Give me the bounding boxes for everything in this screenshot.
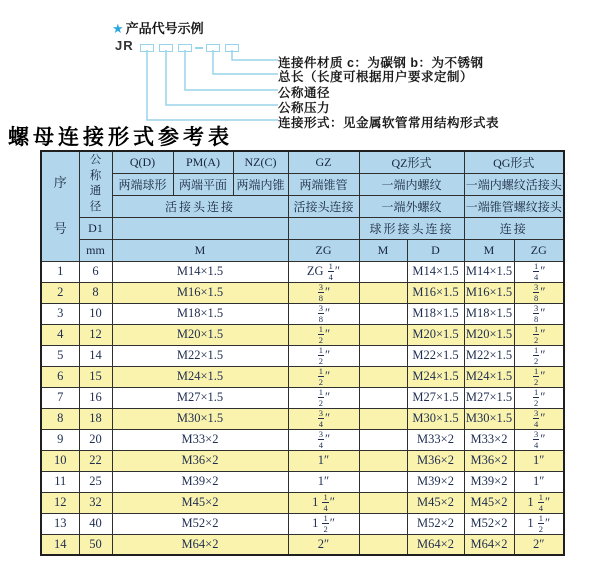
cell-mm: 25 xyxy=(79,471,112,492)
cell-zg: $\frac{3}{8}$ ″ xyxy=(288,282,359,303)
cell-qz_m xyxy=(359,261,407,282)
header-pm-sub: 两端平面 xyxy=(173,173,233,195)
cell-no: 8 xyxy=(41,408,79,429)
table-row xyxy=(41,303,564,324)
header-gz-form: GZ xyxy=(288,151,359,173)
cell-qg_m: M30×1.5 xyxy=(464,408,514,429)
cell-qg_m: M36×2 xyxy=(464,450,514,471)
cell-no: 12 xyxy=(41,492,79,513)
header-union-connection: 活接头连接 xyxy=(112,195,288,217)
cell-zg: ZG $\frac{1}{4}$ ″ xyxy=(288,261,359,282)
cell-no: 5 xyxy=(41,345,79,366)
label-nominal-diameter: 公称通径 xyxy=(278,86,331,100)
table-row xyxy=(41,429,564,450)
cell-qg_zg: $\frac{3}{8}$ ″ xyxy=(514,282,564,303)
cell-no: 9 xyxy=(41,429,79,450)
table-row xyxy=(41,513,564,534)
cell-zg: 1″ xyxy=(288,450,359,471)
label-nominal-pressure: 公称压力 xyxy=(278,101,331,115)
cell-qg_zg: $\frac{1}{2}$ ″ xyxy=(514,366,564,387)
cell-no: 10 xyxy=(41,450,79,471)
header-qz-connection: 球形接头连接 xyxy=(359,217,464,239)
cell-no: 6 xyxy=(41,366,79,387)
cell-qz_d: M33×2 xyxy=(407,429,464,450)
cell-qz_d: M24×1.5 xyxy=(407,366,464,387)
header-qg-sub1: 一端内螺纹活接头 xyxy=(464,173,564,195)
cell-qz_d: M18×1.5 xyxy=(407,303,464,324)
header-pm-form: PM(A) xyxy=(173,151,233,173)
nut-connection-table xyxy=(40,150,565,556)
cell-qz_m xyxy=(359,282,407,303)
cell-qz_m xyxy=(359,366,407,387)
cell-m: M20×1.5 xyxy=(112,324,288,345)
cell-m: M52×2 xyxy=(112,513,288,534)
cell-mm: 12 xyxy=(79,324,112,345)
cell-mm: 22 xyxy=(79,450,112,471)
cell-zg: $\frac{1}{2}$ ″ xyxy=(288,324,359,345)
cell-zg: 1″ xyxy=(288,471,359,492)
cell-qz_m xyxy=(359,492,407,513)
cell-m: M30×1.5 xyxy=(112,408,288,429)
cell-no: 14 xyxy=(41,534,79,555)
cell-no: 1 xyxy=(41,261,79,282)
label-connector-material: 连接件材质 c：为碳钢 b：为不锈钢 xyxy=(278,56,484,70)
cell-qz_d: M36×2 xyxy=(407,450,464,471)
label-connection-form: 连接形式：见金属软管常用结构形式表 xyxy=(278,116,500,130)
header-mm: mm xyxy=(79,239,112,261)
cell-qg_m: M52×2 xyxy=(464,513,514,534)
cell-mm: 15 xyxy=(79,366,112,387)
header-m: M xyxy=(112,239,288,261)
table-body xyxy=(41,261,564,555)
header-qz-sub1: 一端内螺纹 xyxy=(359,173,464,195)
cell-qg_zg: $\frac{3}{4}$ ″ xyxy=(514,429,564,450)
header-q-sub: 两端球形 xyxy=(112,173,173,195)
cell-qz_m xyxy=(359,408,407,429)
table-title: 螺母连接形式参考表 xyxy=(8,125,233,149)
cell-m: M36×2 xyxy=(112,450,288,471)
header-qg-m: M xyxy=(464,239,514,261)
cell-qg_zg: 1″ xyxy=(514,450,564,471)
cell-qz_d: M14×1.5 xyxy=(407,261,464,282)
cell-zg: 1 $\frac{1}{2}$ ″ xyxy=(288,513,359,534)
cell-qz_m xyxy=(359,471,407,492)
header-d1: D1 xyxy=(79,217,112,239)
table-row xyxy=(41,408,564,429)
cell-qz_d: M27×1.5 xyxy=(407,387,464,408)
cell-mm: 18 xyxy=(79,408,112,429)
header-gz-sub: 两端锥管 xyxy=(288,173,359,195)
table-row xyxy=(41,261,564,282)
cell-zg: $\frac{1}{2}$ ″ xyxy=(288,387,359,408)
header-qg-sub2: 一端锥管螺纹接头 xyxy=(464,195,564,217)
table-row xyxy=(41,366,564,387)
cell-qz_m xyxy=(359,450,407,471)
cell-qg_m: M24×1.5 xyxy=(464,366,514,387)
cell-qg_zg: $\frac{3}{8}$ ″ xyxy=(514,303,564,324)
cell-qg_m: M20×1.5 xyxy=(464,324,514,345)
cell-qg_m: M18×1.5 xyxy=(464,303,514,324)
cell-qg_zg: $\frac{1}{2}$ ″ xyxy=(514,324,564,345)
cell-qz_m xyxy=(359,534,407,555)
header-qg-form: QG形式 xyxy=(464,151,564,173)
cell-m: M24×1.5 xyxy=(112,366,288,387)
cell-qg_m: M33×2 xyxy=(464,429,514,450)
diagram-heading xyxy=(112,18,204,37)
cell-mm: 8 xyxy=(79,282,112,303)
cell-m: M45×2 xyxy=(112,492,288,513)
header-qz-m: M xyxy=(359,239,407,261)
cell-zg: 1 $\frac{1}{4}$ ″ xyxy=(288,492,359,513)
label-total-length: 总长（长度可根据用户要求定制） xyxy=(278,70,474,84)
table-row xyxy=(41,471,564,492)
header-gz-connection: 活接头连接 xyxy=(288,195,359,217)
cell-qz_m xyxy=(359,429,407,450)
cell-qg_zg: 1 $\frac{1}{4}$ ″ xyxy=(514,492,564,513)
header-qz-sub2: 一端外螺纹 xyxy=(359,195,464,217)
cell-qg_zg: $\frac{1}{2}$ ″ xyxy=(514,387,564,408)
table-row xyxy=(41,492,564,513)
cell-zg: $\frac{3}{8}$ ″ xyxy=(288,303,359,324)
cell-qg_m: M45×2 xyxy=(464,492,514,513)
cell-qg_zg: $\frac{1}{4}$ ″ xyxy=(514,261,564,282)
cell-qg_zg: 1″ xyxy=(514,471,564,492)
cell-no: 3 xyxy=(41,303,79,324)
cell-zg: $\frac{1}{2}$ ″ xyxy=(288,366,359,387)
header-empty-gz xyxy=(288,217,359,239)
cell-m: M14×1.5 xyxy=(112,261,288,282)
cell-m: M22×1.5 xyxy=(112,345,288,366)
table-row xyxy=(41,282,564,303)
cell-mm: 14 xyxy=(79,345,112,366)
cell-qg_zg: 1 $\frac{1}{2}$ ″ xyxy=(514,513,564,534)
cell-qz_d: M64×2 xyxy=(407,534,464,555)
cell-qg_zg: $\frac{3}{4}$ ″ xyxy=(514,408,564,429)
cell-qz_m xyxy=(359,513,407,534)
table-row xyxy=(41,450,564,471)
cell-qz_d: M22×1.5 xyxy=(407,345,464,366)
header-nz-sub: 两端内锥 xyxy=(233,173,288,195)
table-row xyxy=(41,345,564,366)
cell-qz_m xyxy=(359,324,407,345)
cell-qg_m: M14×1.5 xyxy=(464,261,514,282)
table-row xyxy=(41,324,564,345)
cell-no: 4 xyxy=(41,324,79,345)
header-nz-form: NZ(C) xyxy=(233,151,288,173)
cell-qg_m: M22×1.5 xyxy=(464,345,514,366)
cell-zg: 2″ xyxy=(288,534,359,555)
header-qg-zg: ZG xyxy=(514,239,564,261)
table-row xyxy=(41,534,564,555)
cell-mm: 16 xyxy=(79,387,112,408)
header-qz-d: D xyxy=(407,239,464,261)
cell-qg_m: M16×1.5 xyxy=(464,282,514,303)
cell-qg_zg: 2″ xyxy=(514,534,564,555)
star-icon: ★ xyxy=(112,21,124,36)
cell-qz_m xyxy=(359,387,407,408)
cell-qz_d: M16×1.5 xyxy=(407,282,464,303)
cell-qg_zg: $\frac{1}{2}$ ″ xyxy=(514,345,564,366)
cell-zg: $\frac{3}{4}$ ″ xyxy=(288,408,359,429)
cell-qz_d: M45×2 xyxy=(407,492,464,513)
cell-mm: 6 xyxy=(79,261,112,282)
cell-qz_d: M20×1.5 xyxy=(407,324,464,345)
table-row xyxy=(41,387,564,408)
cell-zg: $\frac{1}{2}$ ″ xyxy=(288,345,359,366)
header-qz-form: QZ形式 xyxy=(359,151,464,173)
cell-qz_m xyxy=(359,345,407,366)
header-q-form: Q(D) xyxy=(112,151,173,173)
cell-m: M18×1.5 xyxy=(112,303,288,324)
cell-qz_d: M39×2 xyxy=(407,471,464,492)
cell-qg_m: M64×2 xyxy=(464,534,514,555)
diagram-heading-text: 产品代号示例 xyxy=(125,21,204,36)
cell-qg_m: M39×2 xyxy=(464,471,514,492)
cell-no: 11 xyxy=(41,471,79,492)
header-empty-left xyxy=(112,217,288,239)
header-qg-connection: 连接 xyxy=(464,217,564,239)
cell-zg: $\frac{3}{4}$ ″ xyxy=(288,429,359,450)
cell-no: 7 xyxy=(41,387,79,408)
cell-qz_d: M30×1.5 xyxy=(407,408,464,429)
cell-qg_m: M27×1.5 xyxy=(464,387,514,408)
cell-no: 2 xyxy=(41,282,79,303)
cell-no: 13 xyxy=(41,513,79,534)
cell-m: M27×1.5 xyxy=(112,387,288,408)
connector-lines xyxy=(130,48,280,128)
product-code-prefix: JR xyxy=(115,38,134,53)
cell-m: M39×2 xyxy=(112,471,288,492)
cell-m: M64×2 xyxy=(112,534,288,555)
cell-qz_d: M52×2 xyxy=(407,513,464,534)
cell-mm: 20 xyxy=(79,429,112,450)
cell-m: M33×2 xyxy=(112,429,288,450)
header-nominal-diameter: 公称通径 xyxy=(79,151,112,217)
cell-mm: 40 xyxy=(79,513,112,534)
header-seq: 序号 xyxy=(41,151,79,261)
cell-m: M16×1.5 xyxy=(112,282,288,303)
cell-mm: 10 xyxy=(79,303,112,324)
cell-qz_m xyxy=(359,303,407,324)
header-zg: ZG xyxy=(288,239,359,261)
cell-mm: 32 xyxy=(79,492,112,513)
cell-mm: 50 xyxy=(79,534,112,555)
